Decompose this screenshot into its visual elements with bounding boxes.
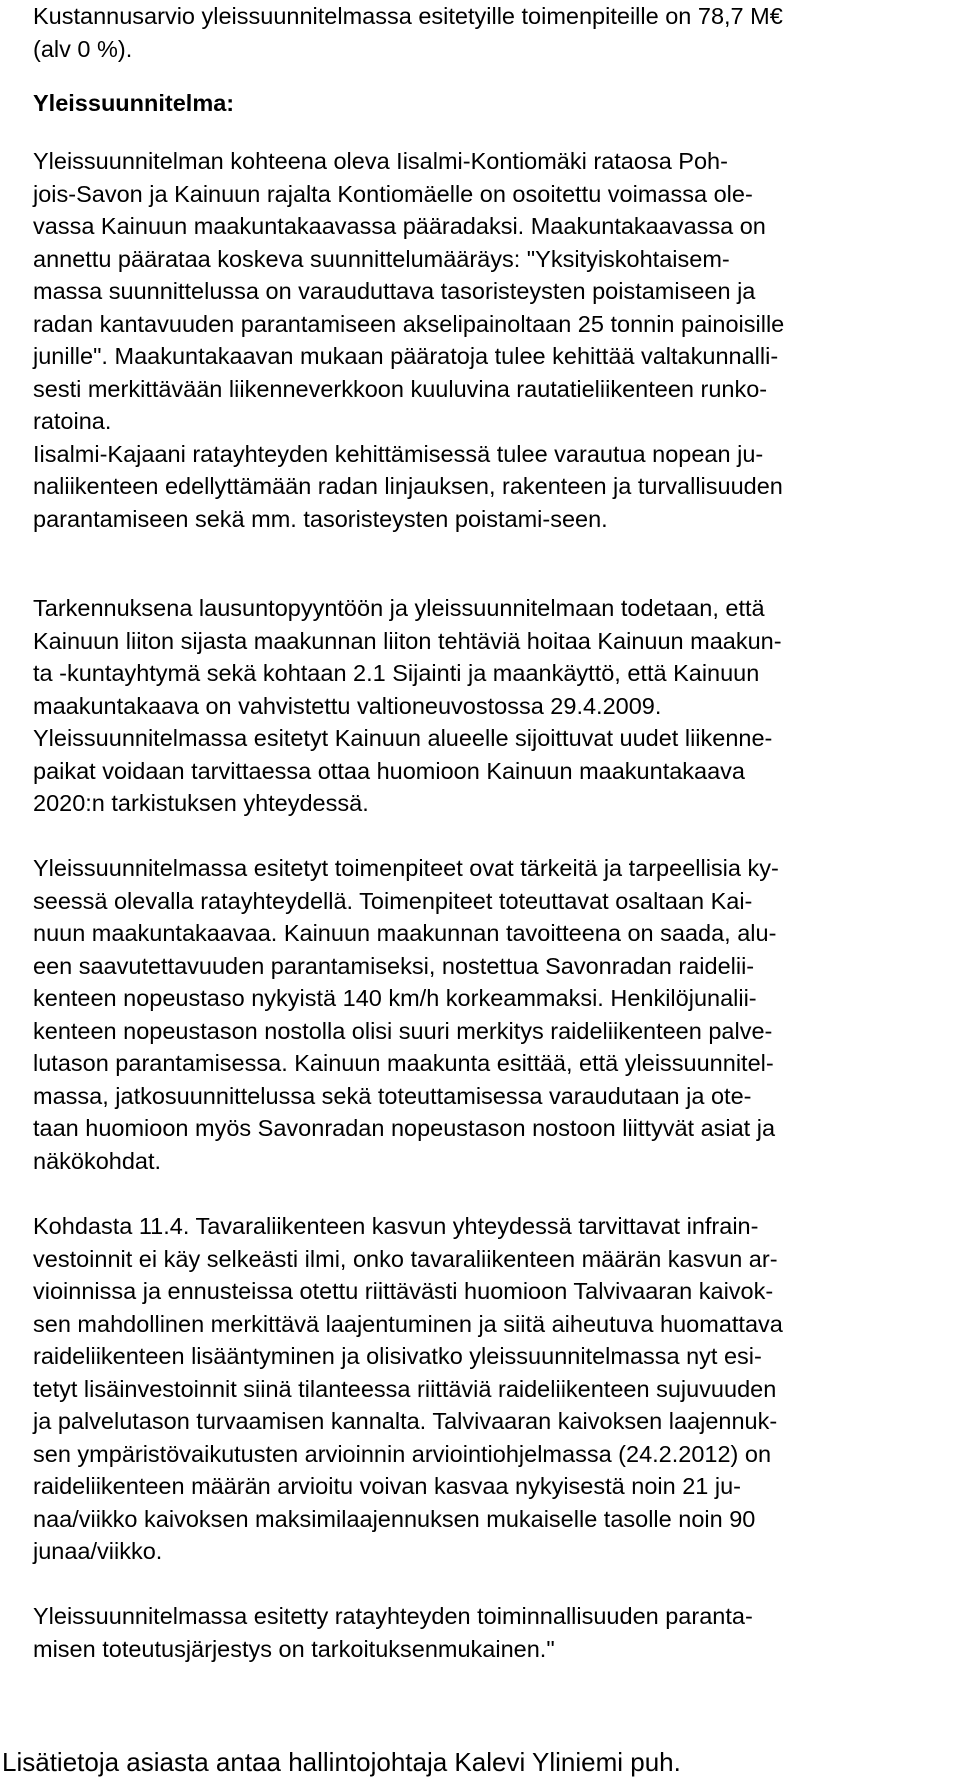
text-line: kenteen nopeustaso nykyistä 140 km/h korkeammaksi. Henkilöjunalii- <box>33 985 757 1011</box>
text-line: massa, jatkosuunnittelussa sekä toteuttamisessa varaudutaan ja ote- <box>33 1082 752 1109</box>
text-line: (alv 0 %). <box>33 35 133 62</box>
text-line: sen ympäristövaikutusten arvioinnin arviointiohjelmassa (24.2.2012) on <box>33 1440 772 1467</box>
text-line: een saavutettavuuden parantamiseksi, nostettua Savonradan raidelii- <box>33 952 755 979</box>
text-line: Kohdasta 11.4. Tavaraliikenteen kasvun yhteydessä tarvittavat infrain- <box>33 1213 759 1239</box>
intro-paragraph <box>33 0 948 65</box>
text-line: Kainuun liiton sijasta maakunnan liiton tehtäviä hoitaa Kainuun maakun- <box>33 627 782 654</box>
text-line: seessä olevalla ratayhteydellä. Toimenpiteet toteuttavat osaltaan Kai- <box>33 887 753 914</box>
text-line: lutason parantamisessa. Kainuun maakunta esittää, että yleissuunnitel- <box>33 1050 774 1076</box>
text-line: jois-Savon ja Kainuun rajalta Kontiomäelle on osoitettu voimassa ole- <box>33 180 753 207</box>
text-line: Yleissuunnitelmassa esitetyt toimenpiteet ovat tärkeitä ja tarpeellisia ky- <box>33 855 779 881</box>
text-line: naa/viikko kaivoksen maksimilaajennuksen mukaiselle tasolle noin 90 <box>33 1505 756 1532</box>
paragraph-5 <box>33 1600 948 1665</box>
paragraph-4 <box>33 1210 948 1568</box>
text-line: taan huomioon myös Savonradan nopeustason nostoon liittyvät asiat ja <box>33 1115 776 1141</box>
paragraph-3 <box>33 852 948 1177</box>
text-line: vestoinnit ei käy selkeästi ilmi, onko tavaraliikenteen määrän kasvun ar- <box>33 1245 778 1272</box>
paragraph-1 <box>33 145 948 535</box>
text-line: ta -kuntayhtymä sekä kohtaan 2.1 Sijainti ja maankäyttö, että Kainuun <box>33 660 760 686</box>
text-line: misen toteutusjärjestys on tarkoituksenmukainen." <box>33 1635 555 1662</box>
text-line: sen mahdollinen merkittävä laajentuminen ja siitä aiheutuva huomattava <box>33 1310 783 1337</box>
text-line: paikat voidaan tarvittaessa ottaa huomioon Kainuun maakuntakaava <box>33 757 745 784</box>
text-line: raideliikenteen määrän arvioitu voivan kasvaa nykyisestä noin 21 ju- <box>33 1473 741 1499</box>
text-line: vioinnissa ja ennusteissa otettu riittävästi huomioon Talvivaaran kaivok- <box>33 1278 774 1304</box>
text-line: tetyt lisäinvestoinnit siinä tilanteessa riittäviä raideliikenteen sujuvuuden <box>33 1375 777 1402</box>
text-line: junille". Maakuntakaavan mukaan pääratoja tulee kehittää valtakunnalli- <box>33 343 779 369</box>
text-line: ratoina. <box>33 408 112 434</box>
text-line: annettu pääratаa koskeva suunnittelumääräys: "Yksityiskohtaisem- <box>33 245 730 272</box>
text-line: naliikenteen edellyttämään radan linjauksen, rakenteen ja turvallisuuden <box>33 473 783 499</box>
contact-footer: Lisätietoja asiasta antaa hallintojohtaja Kalevi Yliniemi puh. <box>2 1747 681 1777</box>
text-line: Kustannusarvio yleissuunnitelmassa esitetyille toimenpiteille on 78,7 M€ <box>33 3 783 29</box>
paragraph-2 <box>33 592 948 820</box>
text-line: kenteen nopeustason nostolla olisi suuri merkitys raideliikenteen palve- <box>33 1017 773 1044</box>
text-line: Iisalmi-Kajaani ratayhteyden kehittämisessä tulee varautua nopean ju- <box>33 440 764 467</box>
text-line: parantamiseen sekä mm. tasoristeysten poistami-seen. <box>33 505 608 532</box>
text-line: radan kantavuuden parantamiseen akselipainoltaan 25 tonnin painoisille <box>33 310 785 337</box>
text-line: näkökohdat. <box>33 1147 162 1174</box>
text-line: ja palvelutason turvaamisen kannalta. Talvivaaran kaivoksen laajennuk- <box>33 1408 778 1434</box>
text-line: massa suunnittelussa on varauduttava tasoristeysten poistamiseen ja <box>33 278 756 304</box>
section-heading <box>33 87 948 120</box>
text-line: maakuntakaava on vahvistettu valtioneuvostossa 29.4.2009. <box>33 692 662 719</box>
text-line: Tarkennuksena lausuntopyyntöön ja yleissuunnitelmaan todetaan, että <box>33 595 765 621</box>
text-line: sesti merkittävään liikenneverkkoon kuuluvina rautatieliikenteen runko- <box>33 375 768 402</box>
text-line: nuun maakuntakaavaa. Kainuun maakunnan tavoitteena on saada, alu- <box>33 920 777 946</box>
text-line: Yleissuunnitelmassa esitetyt Kainuun alueelle sijoittuvat uudet liikenne- <box>33 725 773 751</box>
text-line: raideliikenteen lisääntyminen ja olisivatko yleissuunnitelmassa nyt esi- <box>33 1343 762 1369</box>
text-line: junaa/viikko. <box>33 1538 163 1564</box>
text-line: Yleissuunnitelman kohteena oleva Iisalmi-Kontiomäki rataosa Poh- <box>33 148 728 174</box>
heading-text: Yleissuunnitelma: <box>33 90 235 116</box>
text-line: Yleissuunnitelmassa esitetty ratayhteyden toiminnallisuuden paranta- <box>33 1603 753 1629</box>
text-line: 2020:n tarkistuksen yhteydessä. <box>33 790 369 816</box>
text-line: vassa Kainuun maakuntakaavassa pääradaksi. Maakuntakaavassa on <box>33 213 766 239</box>
